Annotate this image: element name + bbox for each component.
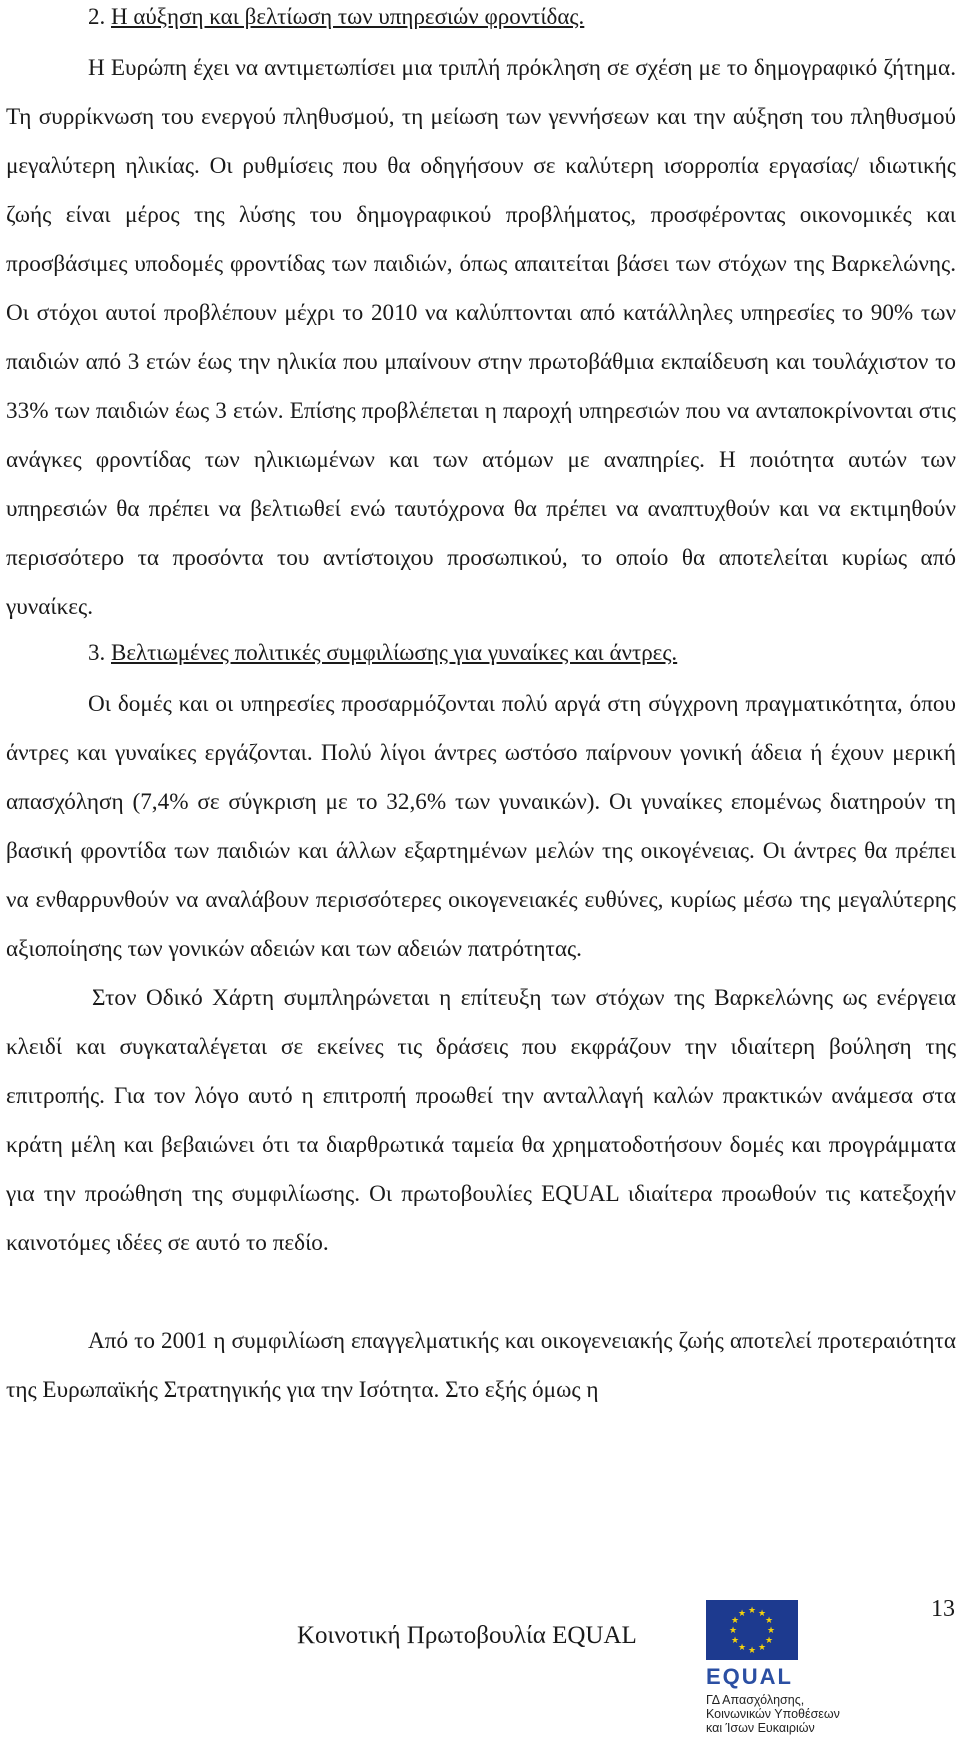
logo-line-3: και Ίσων Ευκαιριών (706, 1721, 815, 1735)
section-2-paragraph: Η Ευρώπη έχει να αντιμετωπίσει μια τριπλή πρόκληση σε σχέση με το δημογραφικό ζήτημα. Τη συρρίκνωση του ενεργού πληθυσμού, τη μείωση των γεννήσεων και την αύξηση του πληθυσμού μεγαλύτερη ηλικίας. Οι ρυθμίσεις που θα οδηγήσουν σε καλύτερη ισορροπία εργασίας/ ιδιωτικής ζωής είναι μέρος της λύσης του δημογραφικού προβλήματος, προσφέροντας οικονομικές και προσβάσιμες υποδομές φροντίδας των παιδιών, όπως απαιτείται βάσει των στόχων της Βαρκελώνης. Οι στόχοι αυτοί προβλέπουν μέχρι το 2010 να καλύπτονται από κατάλληλες υπηρεσίες το 90% των παιδιών από 3 ετών έως την ηλικία που μπαίνουν στην πρωτοβάθμια εκπαίδευση και τουλάχιστον το 33% των παιδιών έως 3 ετών. Επίσης προβλέπεται η παροχή υπηρεσιών που να ανταποκρίνονται στις ανάγκες φροντίδας των ηλικιωμένων και των ατόμων με αναπηρίες. Η ποιότητα αυτών των υπηρεσιών θα πρέπει να βελτιωθεί ενώ ταυτόχρονα θα πρέπει να αναπτυχθούν και να εκτιμηθούν περισσότερο τα προσόντα του αντίστοιχου προσωπικού, το οποίο θα αποτελείται κυρίως από γυναίκες. (6, 55, 956, 620)
section-2-number: 2. (88, 4, 106, 29)
section-3-number: 3. (88, 640, 106, 665)
svg-text:★: ★ (730, 1616, 740, 1626)
logo-line-1: ΓΔ Απασχόλησης, (706, 1693, 805, 1707)
svg-text:★: ★ (764, 1616, 774, 1626)
section-2-title: Η αύξηση και βελτίωση των υπηρεσιών φροντίδας. (111, 4, 585, 29)
svg-text:★: ★ (730, 1636, 740, 1646)
svg-text:★: ★ (757, 1643, 767, 1653)
footer-title: Κοινοτική Πρωτοβουλία EQUAL (297, 1622, 637, 1649)
eu-stars-icon (706, 1600, 798, 1660)
section-3-paragraph: Οι δομές και οι υπηρεσίες προσαρμόζονται πολύ αργά στη σύγχρονη πραγματικότητα, όπου άντρες και γυναίκες εργάζονται. Πολύ λίγοι άντρες ωστόσο παίρνουν γονική άδεια ή έχουν μερική απασχόληση (7,4% σε σύγκριση με το 32,6% των γυναικών). Οι γυναίκες επομένως διατηρούν τη βασική φροντίδα των παιδιών και άλλων εξαρτημένων μελών της οικογένειας. Οι άντρες θα πρέπει να ενθαρρυνθούν να αναλάβουν περισσότερες οικογενειακές ευθύνες, κυρίως μέσω της μεγαλύτερης αξιοποίησης των γονικών αδειών και των αδειών πατρότητας. (6, 691, 956, 962)
svg-text:★: ★ (728, 1626, 738, 1636)
eu-flag-icon (706, 1600, 798, 1660)
svg-text:★: ★ (747, 1606, 757, 1616)
section-3-heading (6, 638, 956, 668)
equal-logo (704, 1600, 872, 1736)
section-3-title: Βελτιωμένες πολιτικές συμφιλίωσης για γυναίκες και άντρες. (111, 640, 678, 665)
svg-text:★: ★ (766, 1626, 776, 1636)
page-number: 13 (931, 1596, 955, 1622)
equal-logo-text: EQUAL (706, 1664, 793, 1689)
roadmap-paragraph: Στον Οδικό Χάρτη συμπληρώνεται η επίτευξη των στόχων της Βαρκελώνης ως ενέργεια κλειδί και συγκαταλέγεται σε εκείνες τις δράσεις που εκφράζουν την ιδιαίτερη βούληση της επιτροπής. Για τον λόγο αυτό η επιτροπή προωθεί την ανταλλαγή καλών πρακτικών ανάμεσα στα κράτη μέλη και βεβαιώνει ότι τα διαρθρωτικά ταμεία θα χρηματοδοτήσουν δομές και προγράμματα για την προώθηση της συμφιλίωσης. Οι πρωτοβουλίες EQUAL ιδιαίτερα προωθούν τις κατεξοχήν καινοτόμες ιδέες σε αυτό το πεδίο. (6, 985, 956, 1256)
svg-text:★: ★ (764, 1636, 774, 1646)
priority-paragraph: Από το 2001 η συμφιλίωση επαγγελματικής και οικογενειακής ζωής αποτελεί προτεραιότητα της Ευρωπαϊκής Στρατηγικής για την Ισότητα. Στο εξής όμως η (6, 1328, 956, 1403)
svg-text:★: ★ (737, 1609, 747, 1619)
section-2-heading (6, 2, 956, 32)
equal-logo-subtitle (706, 1693, 876, 1735)
svg-text:★: ★ (757, 1609, 767, 1619)
document-body (6, 0, 956, 1415)
svg-text:★: ★ (747, 1646, 757, 1656)
paragraph-gap (6, 1268, 956, 1317)
logo-line-2: Κοινωνικών Υποθέσεων (706, 1707, 840, 1721)
svg-text:★: ★ (737, 1643, 747, 1653)
